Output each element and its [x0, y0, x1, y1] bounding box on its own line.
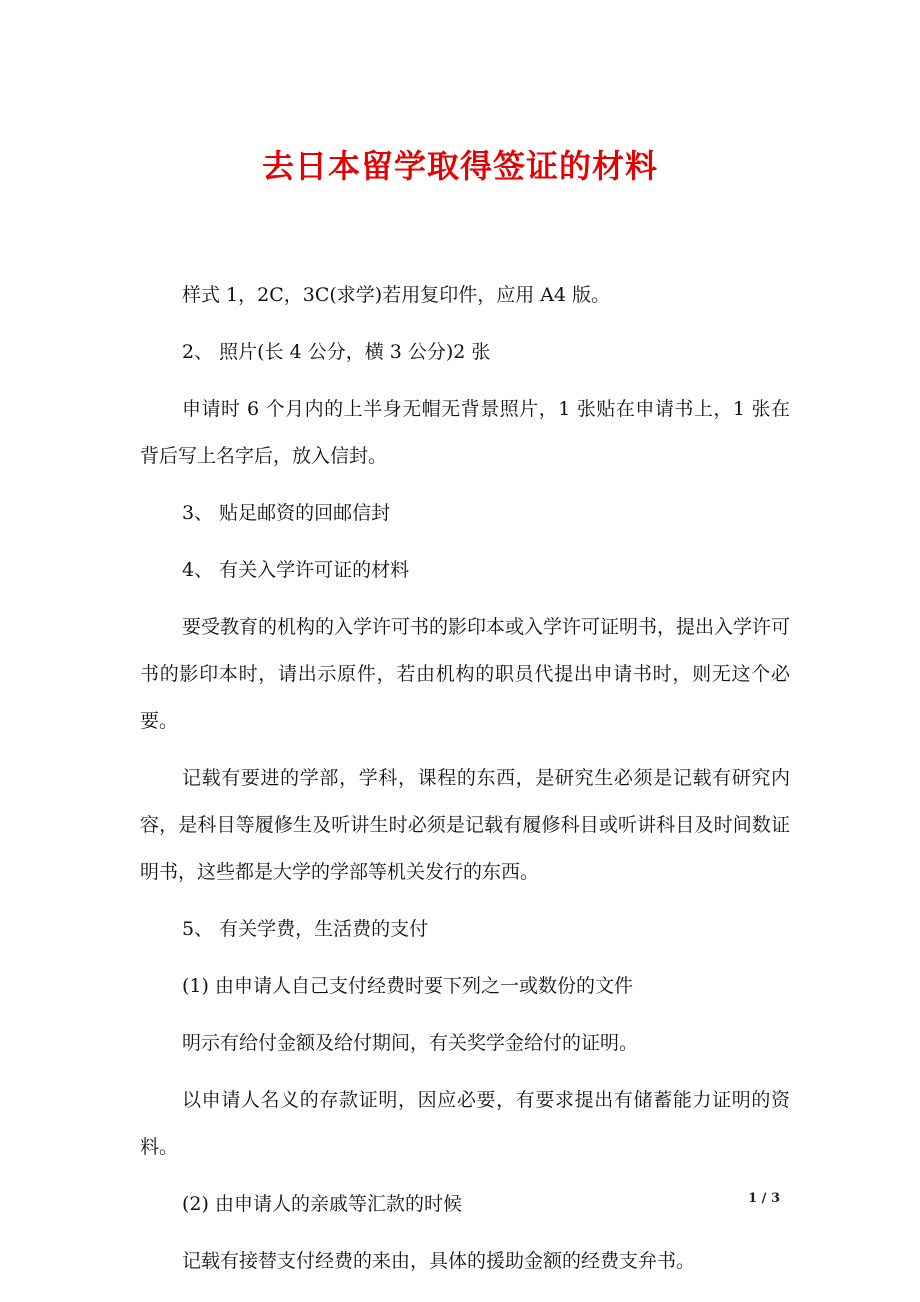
sub-heading: (2) 由申请人的亲戚等汇款的时候 [182, 1193, 462, 1215]
sub-heading: (1) 由申请人自己支付经费时要下列之一或数份的文件 [182, 975, 633, 997]
section-heading: 4、 有关入学许可证的材料 [182, 559, 410, 581]
document-title: 去日本留学取得签证的材料 [261, 147, 658, 185]
paragraph: 样式 1，2C，3C(求学)若用复印件，应用 A4 版。 [182, 284, 611, 306]
paragraph: 申请时 6 个月内的上半身无帽无背景照片，1 张贴在申请书上，1 张在背后写上名字后，放入信封。 [140, 398, 790, 467]
page-number: 1 / 3 [748, 1191, 780, 1206]
section-heading: 3、 贴足邮资的回邮信封 [182, 502, 391, 524]
paragraph: 要受教育的机构的入学许可书的影印本或入学许可证明书，提出入学许可书的影印本时，请出示原件，若由机构的职员代提出申请书时，则无这个必要。 [140, 616, 791, 732]
paragraph: 以申请人名义的存款证明，因应必要，有要求提出有储蓄能力证明的资料。 [140, 1089, 790, 1158]
section-heading: 5、 有关学费，生活费的支付 [182, 918, 429, 940]
document-body [140, 272, 790, 1295]
paragraph: 记载有接替支付经费的来由，具体的援助金额的经费支弁书。 [182, 1250, 696, 1272]
section-heading: 2、 照片(长 4 公分，横 3 公分)2 张 [182, 341, 491, 363]
paragraph: 记载有要进的学部，学科，课程的东西，是研究生必须是记载有研究内容，是科目等履修生及听讲生时必须是记载有履修科目或听讲科目及时间数证明书，这些都是大学的学部等机关发行的东西。 [140, 767, 790, 883]
paragraph: 明示有给付金额及给付期间，有关奖学金给付的证明。 [182, 1032, 639, 1054]
